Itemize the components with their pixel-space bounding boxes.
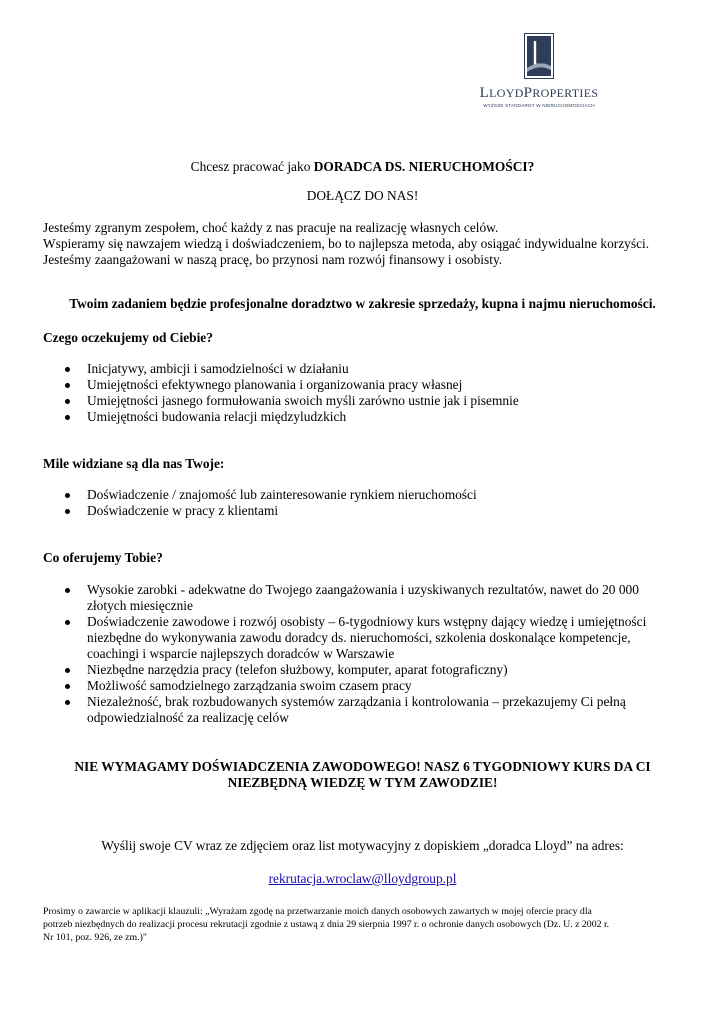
apply-instructions: Wyślij swoje CV wraz ze zdjęciem oraz list motywacyjny z dopiskiem „doradca Lloyd” na adres: bbox=[101, 838, 624, 853]
welcome-list bbox=[62, 487, 477, 519]
intro-line: Jesteśmy zaangażowani w naszą pracę, bo przynosi nam rozwój finansowy i osobisty. bbox=[43, 252, 503, 267]
welcome-title: Mile widziane są dla nas Twoje: bbox=[43, 456, 225, 471]
banner-line: NIEZBĘDNĄ WIEDZĘ W TYM ZAWODZIE! bbox=[227, 775, 498, 790]
apply-email-row bbox=[0, 871, 725, 887]
expect-list bbox=[62, 361, 519, 425]
clause-line: potrzeb niezbędnych do realizacji procesu rekrutacji zgodnie z ustawą z dnia 29 sierpnia 1997 r. o ochronie danych osobowych (Dz. U. z 2002 r. bbox=[43, 919, 610, 930]
task-statement: Twoim zadaniem będzie profesjonalne doradztwo w zakresie sprzedaży, kupna i najmu nieruchomości. bbox=[69, 296, 656, 311]
intro-line: Jesteśmy zgranym zespołem, choć każdy z nas pracuje na realizację własnych celów. bbox=[43, 220, 499, 235]
logo-tagline: WYŻSZE STANDARDY W NIERUCHOMOŚCIACH bbox=[483, 103, 595, 108]
heading-question bbox=[0, 159, 725, 175]
heading-join: DOŁĄCZ DO NAS! bbox=[306, 188, 419, 203]
banner-line: NIE WYMAGAMY DOŚWIADCZENIA ZAWODOWEGO! NASZ 6 TYGODNIOWY KURS DA CI bbox=[74, 759, 651, 774]
intro-paragraph bbox=[43, 220, 649, 268]
list-item: Doświadczenie zawodowe i rozwój osobisty – 6-tygodniowy kurs wstępny dający wiedzę i umiejętności niezbędne do wykonywania zawodu doradcy ds. nieruchomości, szkolenia doskonalące kompetencje, coachingi i wsparcie najlepszych doradców w Warszawie bbox=[62, 614, 646, 662]
list-item: Inicjatywy, ambicji i samodzielności w działaniu bbox=[62, 361, 519, 377]
heading-role: DORADCA DS. NIERUCHOMOŚCI? bbox=[313, 159, 535, 174]
expect-title: Czego oczekujemy od Ciebie? bbox=[43, 330, 213, 345]
lloyd-emblem-icon bbox=[524, 33, 554, 79]
list-item: Możliwość samodzielnego zarządzania swoim czasem pracy bbox=[62, 678, 646, 694]
heading-prefix: Chcesz pracować jako bbox=[190, 159, 314, 174]
list-item: Wysokie zarobki - adekwatne do Twojego zaangażowania i uzyskiwanych rezultatów, nawet do 20 000 złotych miesięcznie bbox=[62, 582, 646, 614]
gdpr-clause bbox=[43, 905, 683, 944]
company-logo bbox=[479, 33, 599, 108]
intro-line: Wspieramy się nawzajem wiedzą i doświadczeniem, bo to najlepsza metoda, aby osiągać indywidualne korzyści. bbox=[43, 236, 650, 251]
list-item: Umiejętności efektywnego planowania i organizowania pracy własnej bbox=[62, 377, 519, 393]
offer-title: Co oferujemy Tobie? bbox=[43, 550, 163, 565]
list-item: Umiejętności jasnego formułowania swoich myśli zarówno ustnie jak i pisemnie bbox=[62, 393, 519, 409]
logo-wordmark: LLOYDPROPERTIES bbox=[479, 85, 599, 101]
list-item: Umiejętności budowania relacji międzyludzkich bbox=[62, 409, 519, 425]
list-item: Niezależność, brak rozbudowanych systemów zarządzania i kontrolowania – przekazujemy Ci pełną odpowiedzialność za realizację celów bbox=[62, 694, 646, 726]
list-item: Doświadczenie / znajomość lub zainteresowanie rynkiem nieruchomości bbox=[62, 487, 477, 503]
clause-line: Nr 101, poz. 926, ze zm.)" bbox=[43, 932, 147, 943]
list-item: Niezbędne narzędzia pracy (telefon służbowy, komputer, aparat fotograficzny) bbox=[62, 662, 646, 678]
list-item: Doświadczenie w pracy z klientami bbox=[62, 503, 477, 519]
clause-line: Prosimy o zawarcie w aplikacji klauzuli: „Wyrażam zgodę na przetwarzanie moich danych osobowych zawartych w mojej ofercie pracy dla bbox=[43, 906, 592, 917]
email-link[interactable]: rekrutacja.wroclaw@lloydgroup.pl bbox=[268, 871, 457, 886]
offer-list bbox=[62, 582, 646, 726]
